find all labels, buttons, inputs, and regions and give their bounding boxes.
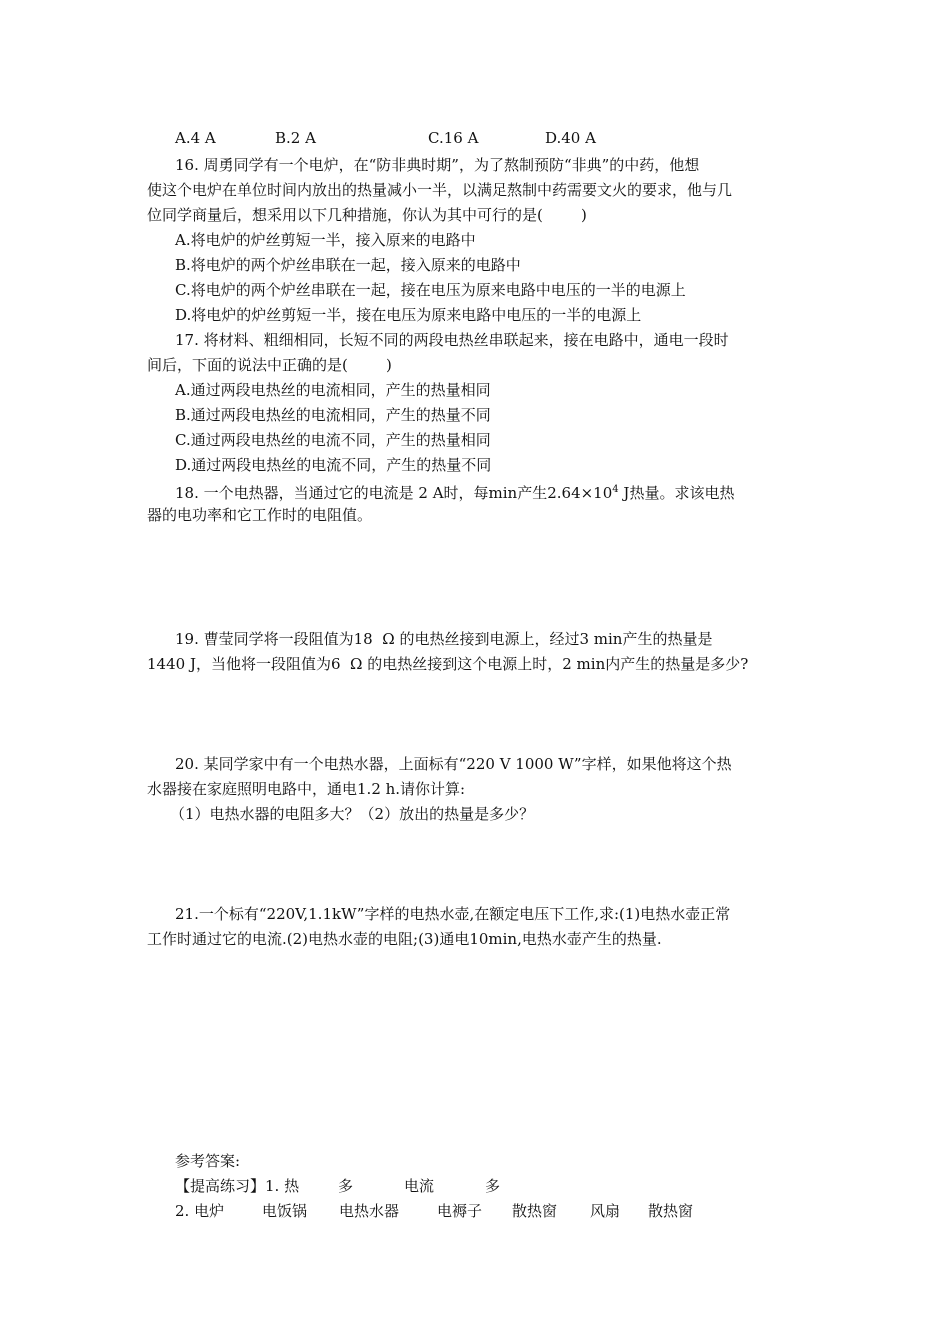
q16-option-d: D.将电炉的炉丝剪短一半，接在电压为原来电路中电压的一半的电源上 xyxy=(175,306,642,324)
q15-option-a: A.4 A xyxy=(175,129,216,147)
answer-item: 风扇 xyxy=(590,1202,621,1220)
answer-item: 多 xyxy=(338,1177,354,1195)
answer-item: 散热窗 xyxy=(512,1202,558,1220)
q21-stem-line1: 21.一个标有“220V,1.1kW”字样的电热水壶,在额定电压下工作,求:(1)电热水壶正常 xyxy=(175,905,731,923)
q18-text-b: J热量。求该电热 xyxy=(618,484,735,502)
answers-line1-prefix: 【提高练习】1. 热 xyxy=(175,1177,300,1195)
answer-item: 电流 xyxy=(404,1177,435,1195)
q16-option-a: A.将电炉的炉丝剪短一半，接入原来的电路中 xyxy=(175,231,476,249)
q20-stem-line3: （1）电热水器的电阻多大？（2）放出的热量是多少？ xyxy=(170,805,535,823)
q16-option-c: C.将电炉的两个炉丝串联在一起，接在电压为原来电路中电压的一半的电源上 xyxy=(175,281,686,299)
answer-item: 散热窗 xyxy=(648,1202,694,1220)
q21-stem-line2: 工作时通过它的电流.(2)电热水壶的电阻;(3)通电10min,电热水壶产生的热量. xyxy=(147,930,662,948)
q18-text-a: 18. 一个电热器，当通过它的电流是 2 A时，每min产生2.64×10 xyxy=(175,484,613,502)
q18-exponent: 4 xyxy=(612,484,619,495)
q18-stem-line1 xyxy=(175,479,734,504)
q17-option-b: B.通过两段电热丝的电流相同，产生的热量不同 xyxy=(175,406,491,424)
q20-stem-line1: 20. 某同学家中有一个电热水器，上面标有“220 V 1000 W”字样，如果他将这个热 xyxy=(175,755,732,773)
q16-option-b: B.将电炉的两个炉丝串联在一起，接入原来的电路中 xyxy=(175,256,521,274)
q16-stem-line3: 位同学商量后，想采用以下几种措施，你认为其中可行的是( ) xyxy=(147,206,587,224)
answer-item: 多 xyxy=(485,1177,501,1195)
q17-stem-line2: 间后，下面的说法中正确的是( ) xyxy=(147,356,392,374)
q17-stem-line1: 17. 将材料、粗细相同，长短不同的两段电热丝串联起来，接在电路中，通电一段时 xyxy=(175,331,729,349)
answers-line2-prefix: 2. 电炉 xyxy=(175,1202,225,1220)
q15-option-c: C.16 A xyxy=(428,129,479,147)
answer-item: 电饭锅 xyxy=(262,1202,308,1220)
answers-title: 参考答案: xyxy=(175,1152,241,1170)
answer-item: 电热水器 xyxy=(339,1202,400,1220)
q15-option-b: B.2 A xyxy=(275,129,316,147)
answer-item: 电褥子 xyxy=(437,1202,483,1220)
q17-option-c: C.通过两段电热丝的电流不同，产生的热量相同 xyxy=(175,431,491,449)
q19-stem-line2: 1440 J，当他将一段阻值为6 Ω 的电热丝接到这个电源上时，2 min内产生的热量是多少? xyxy=(147,655,749,673)
q17-option-a: A.通过两段电热丝的电流相同，产生的热量相同 xyxy=(175,381,491,399)
q18-stem-line2: 器的电功率和它工作时的电阻值。 xyxy=(147,506,373,524)
q20-stem-line2: 水器接在家庭照明电路中，通电1.2 h.请你计算: xyxy=(147,780,466,798)
q19-stem-line1: 19. 曹莹同学将一段阻值为18 Ω 的电热丝接到电源上，经过3 min产生的热量是 xyxy=(175,630,713,648)
q16-stem-line2: 使这个电炉在单位时间内放出的热量减小一半，以满足熬制中药需要文火的要求，他与几 xyxy=(147,181,733,199)
q16-stem-line1: 16. 周勇同学有一个电炉，在“防非典时期”，为了熬制预防“非典”的中药，他想 xyxy=(175,156,700,174)
q15-option-d: D.40 A xyxy=(545,129,596,147)
q17-option-d: D.通过两段电热丝的电流不同，产生的热量不同 xyxy=(175,456,492,474)
